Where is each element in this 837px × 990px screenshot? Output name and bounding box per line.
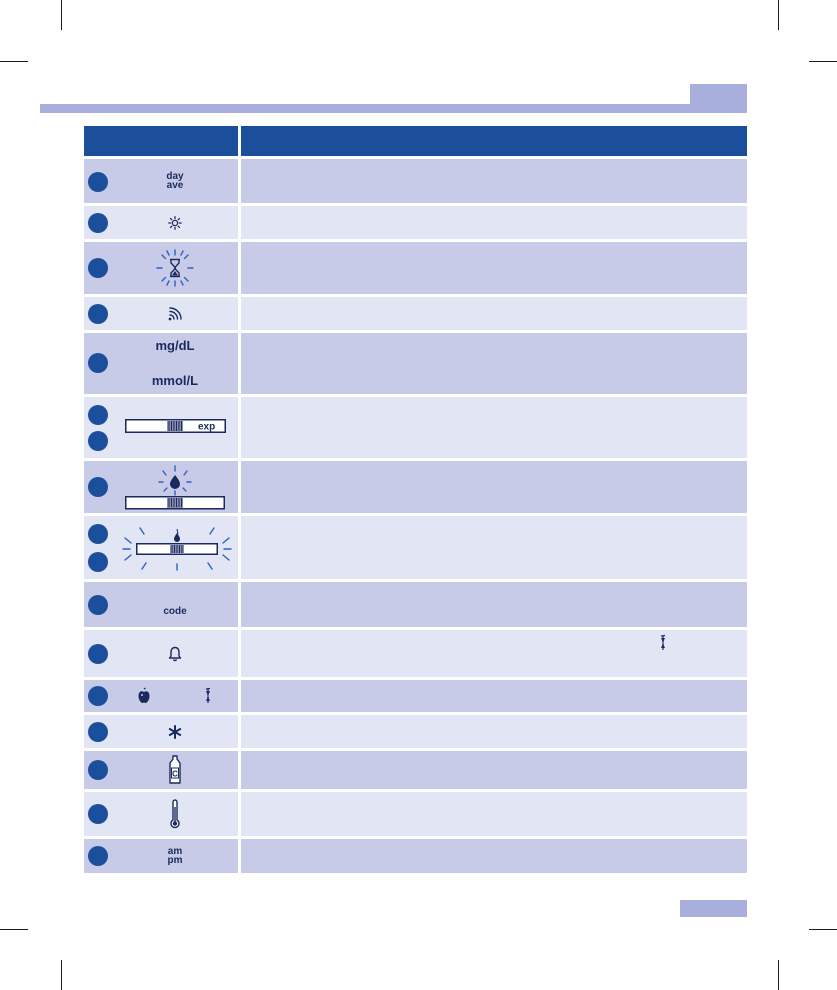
description-cell xyxy=(241,461,747,513)
header-description-column xyxy=(241,126,747,156)
description-cell xyxy=(241,680,747,712)
number-badge xyxy=(88,258,108,278)
table-row xyxy=(84,397,747,458)
header-symbol-column xyxy=(84,126,238,156)
crop-mark xyxy=(778,960,779,990)
code-label: code xyxy=(163,606,187,617)
number-badge xyxy=(88,172,108,192)
crop-mark xyxy=(0,929,28,930)
table-row xyxy=(84,516,747,579)
table-row xyxy=(84,630,747,677)
table-row xyxy=(84,792,747,836)
sun-icon xyxy=(168,216,182,230)
number-badge xyxy=(88,431,108,451)
table-row xyxy=(84,206,747,239)
description-cell xyxy=(241,516,747,579)
svg-text:C: C xyxy=(172,769,178,779)
strip-expiry-icon xyxy=(125,419,226,433)
description-cell xyxy=(241,297,747,330)
number-badge xyxy=(88,524,108,544)
description-cell xyxy=(241,751,747,789)
am-pm-label: am pm xyxy=(167,846,183,866)
apple-core-icon xyxy=(202,687,214,705)
wireless-icon xyxy=(167,306,183,322)
crop-mark xyxy=(809,929,837,930)
mg-dl-unit-label: mg/dL xyxy=(155,338,195,353)
description-cell xyxy=(241,715,747,748)
crop-mark xyxy=(61,0,62,30)
crop-mark xyxy=(778,0,779,30)
table-row xyxy=(84,242,747,294)
number-badge xyxy=(88,644,108,664)
description-cell xyxy=(241,397,747,458)
flashing-hourglass-icon xyxy=(155,248,195,288)
number-badge xyxy=(88,304,108,324)
number-badge xyxy=(88,353,108,373)
crop-mark xyxy=(809,61,837,62)
table-row xyxy=(84,751,747,789)
table-row xyxy=(84,297,747,330)
table-header xyxy=(84,126,747,156)
bell-icon xyxy=(168,646,182,662)
description-cell xyxy=(241,242,747,294)
number-badge xyxy=(88,804,108,824)
table-row xyxy=(84,715,747,748)
number-badge xyxy=(88,846,108,866)
table-row xyxy=(84,461,747,513)
table-row xyxy=(84,582,747,627)
description-cell xyxy=(241,333,747,394)
chapter-tab xyxy=(690,84,747,113)
description-cell xyxy=(241,206,747,239)
number-badge xyxy=(88,760,108,780)
strip-flashing-icon xyxy=(118,526,236,572)
table-row xyxy=(84,839,747,873)
day-average-icon: day ave xyxy=(166,171,184,191)
description-cell xyxy=(241,159,747,203)
number-badge xyxy=(88,722,108,742)
number-badge xyxy=(88,595,108,615)
description-cell xyxy=(241,792,747,836)
crop-mark xyxy=(61,960,62,990)
table-row xyxy=(84,333,747,394)
crop-mark xyxy=(0,61,28,62)
apple-core-icon xyxy=(657,634,669,652)
mmol-l-unit-label: mmol/L xyxy=(151,373,199,388)
asterisk-icon xyxy=(168,725,182,739)
number-badge xyxy=(88,213,108,233)
svg-text:exp: exp xyxy=(198,421,216,433)
number-badge xyxy=(88,405,108,425)
symbol-table xyxy=(84,126,747,873)
number-badge xyxy=(88,477,108,497)
description-cell xyxy=(241,839,747,873)
table-row xyxy=(84,159,747,203)
header-band xyxy=(40,104,690,113)
control-bottle-icon xyxy=(168,755,182,785)
description-cell xyxy=(241,630,747,677)
thermometer-icon xyxy=(169,799,181,829)
table-row xyxy=(84,680,747,712)
number-badge xyxy=(88,686,108,706)
description-cell xyxy=(241,582,747,627)
blood-drop-flashing-icon xyxy=(124,465,226,510)
page-number-box xyxy=(680,900,747,917)
apple-whole-icon xyxy=(138,687,150,705)
number-badge xyxy=(88,552,108,572)
